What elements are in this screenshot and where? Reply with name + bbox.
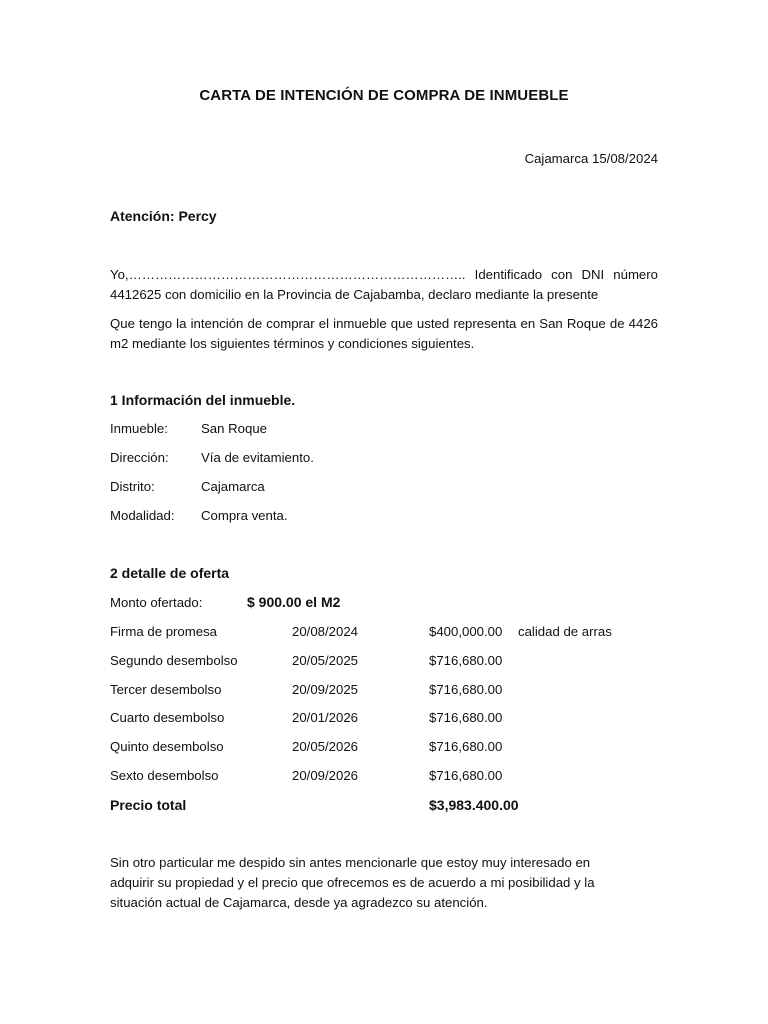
payment-date: 20/05/2025	[292, 653, 359, 668]
payment-name: Sexto desembolso	[110, 768, 219, 783]
total-price-label: Precio total	[110, 797, 187, 813]
payment-name: Firma de promesa	[110, 624, 218, 639]
payment-amount: $716,680.00	[429, 710, 503, 725]
letter-date: Cajamarca 15/08/2024	[524, 151, 658, 166]
closing-paragraph: Sin otro particular me despido sin antes mencionarle que estoy muy interesado en adquirir su propiedad y el precio que ofrecemos es de acuerdo a mi posibilidad y la situación actual de Cajamarca, desde ya agradezco su atención.	[110, 855, 595, 910]
intro-paragraph-1: Yo,………………………………………………………………….. Identificado con DNI número 4412625 con domicilio en la Provincia de Cajabamba, declaro mediante la presente	[110, 267, 658, 302]
property-value: San Roque	[201, 421, 267, 436]
modality-value: Compra venta.	[201, 508, 288, 523]
payment-date: 20/09/2025	[292, 682, 359, 697]
payment-amount: $716,680.00	[429, 653, 503, 668]
district-value: Cajamarca	[201, 479, 265, 494]
payment-amount: $716,680.00	[429, 682, 503, 697]
payment-amount: $716,680.00	[429, 768, 503, 783]
total-price-value: $3,983.400.00	[429, 797, 519, 813]
payment-date: 20/01/2026	[292, 710, 359, 725]
document-title: CARTA DE INTENCIÓN DE COMPRA DE INMUEBLE	[199, 87, 569, 104]
offer-amount-value: $ 900.00 el M2	[247, 594, 341, 610]
intro-paragraph-2: Que tengo la intención de comprar el inmueble que usted representa en San Roque de 4426 m2 mediante los siguientes términos y condiciones siguientes.	[110, 316, 658, 351]
section-1-heading: 1 Información del inmueble.	[110, 392, 296, 408]
address-value: Vía de evitamiento.	[201, 450, 314, 465]
attention-line: Atención: Percy	[110, 208, 217, 224]
modality-label: Modalidad:	[110, 508, 175, 523]
payment-name: Segundo desembolso	[110, 653, 238, 668]
district-label: Distrito:	[110, 479, 155, 494]
payment-amount: $400,000.00	[429, 624, 503, 639]
payment-name: Quinto desembolso	[110, 739, 224, 754]
payment-date: 20/09/2026	[292, 768, 359, 783]
payment-date: 20/05/2026	[292, 739, 359, 754]
payment-amount: $716,680.00	[429, 739, 503, 754]
payment-date: 20/08/2024	[292, 624, 359, 639]
section-2-heading: 2 detalle de oferta	[110, 565, 230, 581]
property-label: Inmueble:	[110, 421, 168, 436]
payment-note: calidad de arras	[518, 624, 612, 639]
payment-name: Cuarto desembolso	[110, 710, 225, 725]
address-label: Dirección:	[110, 450, 169, 465]
payment-name: Tercer desembolso	[110, 682, 222, 697]
offer-amount-label: Monto ofertado:	[110, 595, 203, 610]
